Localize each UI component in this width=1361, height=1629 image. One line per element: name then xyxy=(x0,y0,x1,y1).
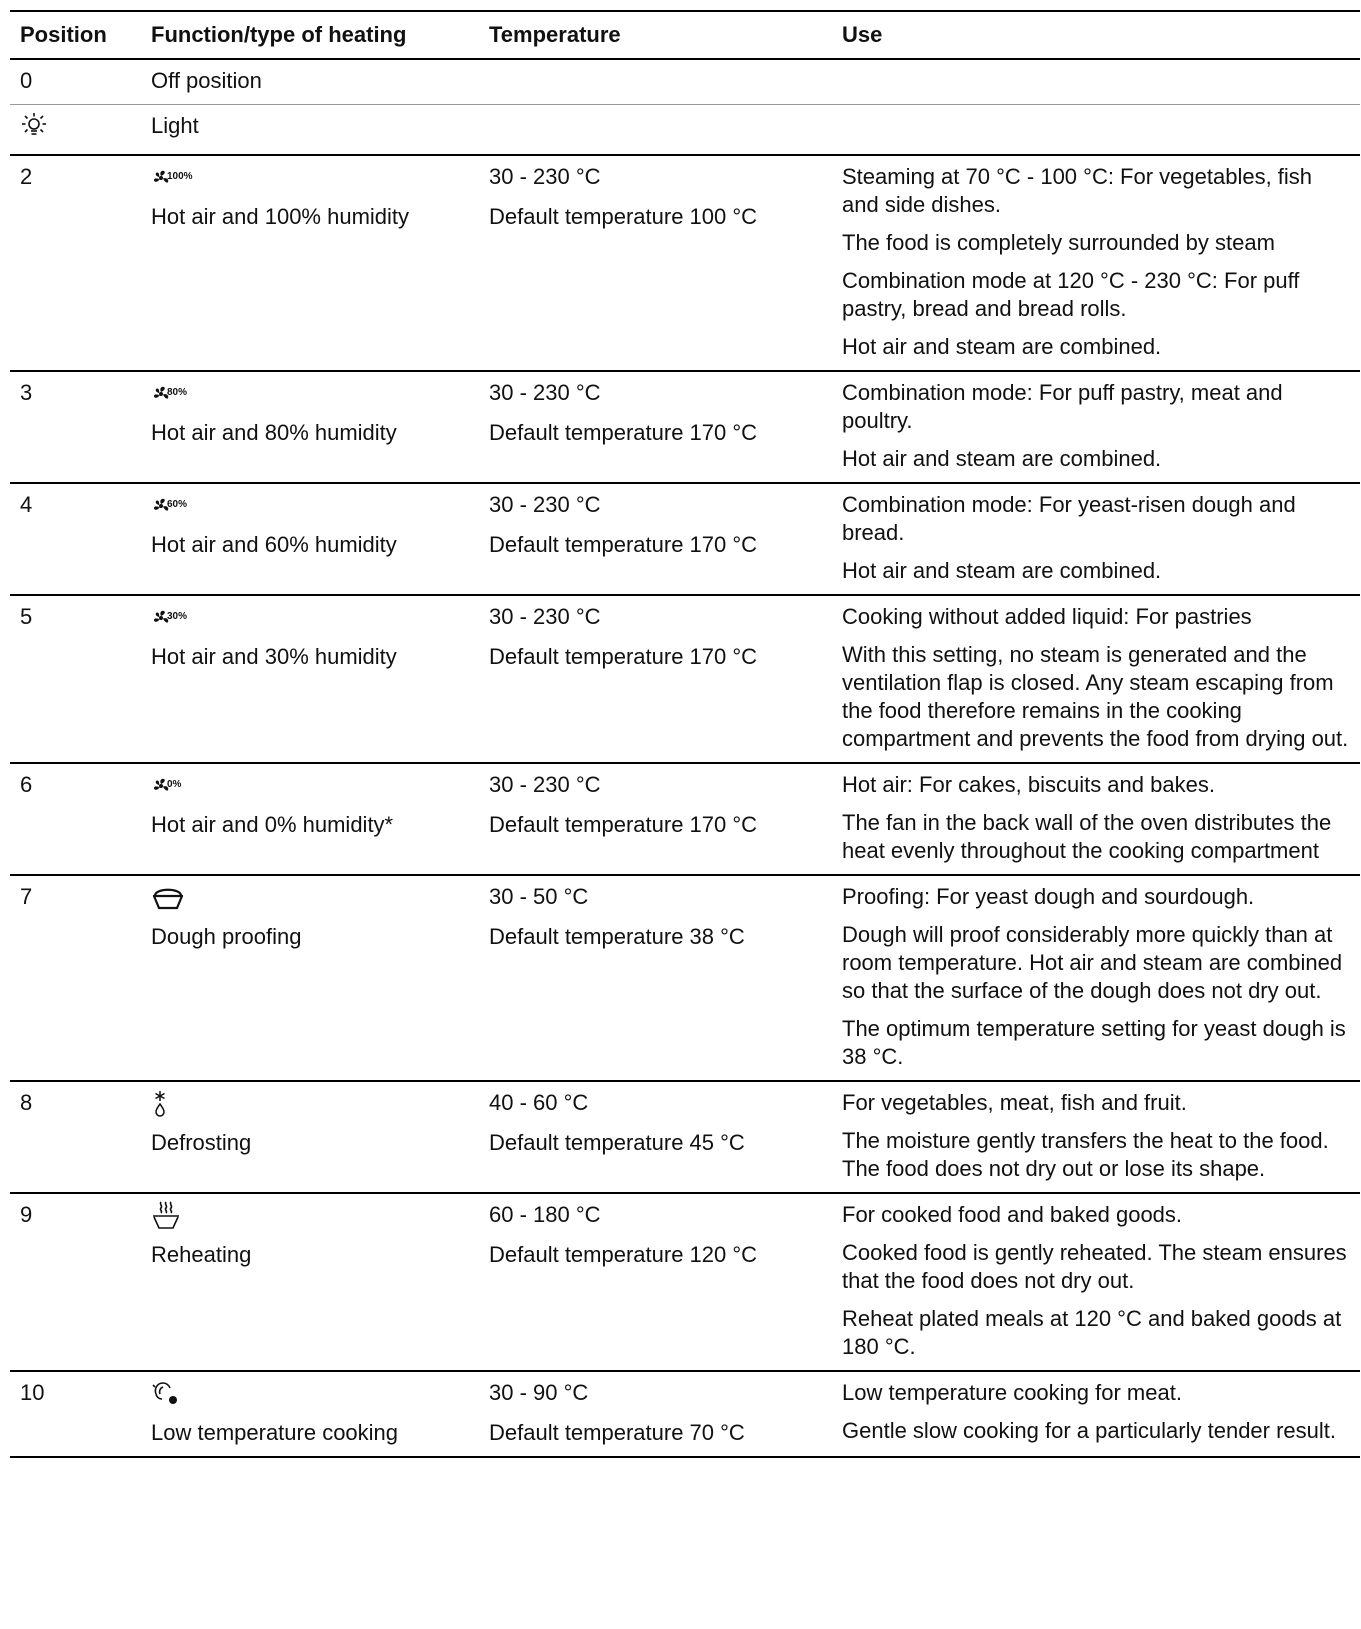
position-value: 6 xyxy=(20,772,33,797)
header-use: Use xyxy=(832,11,1360,59)
default-temperature: Default temperature 70 °C xyxy=(489,1420,745,1445)
function-label: Dough proofing xyxy=(151,924,302,949)
use-paragraph: Hot air and steam are combined. xyxy=(842,446,1162,471)
function-cell xyxy=(141,875,479,1081)
function-cell xyxy=(141,1193,479,1371)
function-cell xyxy=(141,155,479,371)
use-paragraph: Combination mode: For yeast-risen dough and bread. xyxy=(842,492,1296,545)
position-cell xyxy=(10,595,141,763)
function-cell xyxy=(141,105,479,156)
function-cell xyxy=(141,1371,479,1457)
default-temperature: Default temperature 170 °C xyxy=(489,420,758,445)
use-cell xyxy=(832,595,1360,763)
temperature-cell xyxy=(479,483,832,595)
fan-100-percent-icon xyxy=(151,163,471,191)
position-value: 7 xyxy=(20,884,33,909)
fan-80-percent-icon xyxy=(151,379,471,407)
function-label: Reheating xyxy=(151,1242,252,1267)
table-row xyxy=(10,105,1360,156)
use-cell xyxy=(832,875,1360,1081)
default-temperature: Default temperature 120 °C xyxy=(489,1242,758,1267)
table-row xyxy=(10,595,1360,763)
function-label: Hot air and 60% humidity xyxy=(151,532,397,557)
function-cell xyxy=(141,595,479,763)
temperature-cell xyxy=(479,763,832,875)
temperature-cell xyxy=(479,1081,832,1193)
table-row xyxy=(10,483,1360,595)
position-cell xyxy=(10,1371,141,1457)
function-label: Hot air and 80% humidity xyxy=(151,420,397,445)
use-paragraph: The food is completely surrounded by steam xyxy=(842,230,1275,255)
header-temperature: Temperature xyxy=(479,11,832,59)
position-cell xyxy=(10,1081,141,1193)
default-temperature: Default temperature 170 °C xyxy=(489,532,758,557)
use-paragraph: The fan in the back wall of the oven distributes the heat evenly throughout the cooking compartment xyxy=(842,810,1332,863)
function-cell xyxy=(141,371,479,483)
position-value: 3 xyxy=(20,380,33,405)
position-value: 8 xyxy=(20,1090,33,1115)
position-cell xyxy=(10,155,141,371)
table-row xyxy=(10,875,1360,1081)
temperature-cell xyxy=(479,595,832,763)
table-body xyxy=(10,59,1360,1457)
temperature-range: 30 - 50 °C xyxy=(489,884,589,909)
heating-functions-table xyxy=(10,10,1360,1458)
function-label: Low temperature cooking xyxy=(151,1420,399,1445)
position-cell xyxy=(10,371,141,483)
header-function: Function/type of heating xyxy=(141,11,479,59)
defrost-icon xyxy=(151,1089,471,1117)
light-icon xyxy=(20,118,48,143)
use-paragraph: Low temperature cooking for meat. xyxy=(842,1380,1182,1405)
table-row xyxy=(10,1081,1360,1193)
table-row xyxy=(10,1193,1360,1371)
function-label: Light xyxy=(151,113,199,138)
fan-humidity-label: 100% xyxy=(167,171,193,182)
temperature-cell xyxy=(479,105,832,156)
default-temperature: Default temperature 45 °C xyxy=(489,1130,745,1155)
temperature-range: 30 - 230 °C xyxy=(489,492,601,517)
use-paragraph: Dough will proof considerably more quickly than at room temperature. Hot air and steam are combined so that the surface of the dough does not dry out. xyxy=(842,922,1343,1003)
table-row xyxy=(10,59,1360,105)
low-temp-icon xyxy=(151,1379,471,1407)
use-cell xyxy=(832,371,1360,483)
position-value: 10 xyxy=(20,1380,45,1405)
default-temperature: Default temperature 100 °C xyxy=(489,204,758,229)
use-paragraph: Gentle slow cooking for a particularly tender result. xyxy=(842,1418,1337,1443)
default-temperature: Default temperature 170 °C xyxy=(489,644,758,669)
use-cell xyxy=(832,763,1360,875)
temperature-range: 40 - 60 °C xyxy=(489,1090,589,1115)
function-cell xyxy=(141,763,479,875)
use-paragraph: Hot air and steam are combined. xyxy=(842,334,1162,359)
use-paragraph: Hot air: For cakes, biscuits and bakes. xyxy=(842,772,1215,797)
fan-humidity-label: 60% xyxy=(167,499,188,510)
function-cell xyxy=(141,59,479,105)
function-label: Hot air and 100% humidity xyxy=(151,204,410,229)
position-cell xyxy=(10,483,141,595)
header-position: Position xyxy=(10,11,141,59)
table-header xyxy=(10,11,1360,59)
function-cell xyxy=(141,1081,479,1193)
temperature-cell xyxy=(479,1193,832,1371)
use-paragraph: For cooked food and baked goods. xyxy=(842,1202,1183,1227)
use-paragraph: For vegetables, meat, fish and fruit. xyxy=(842,1090,1187,1115)
use-cell xyxy=(832,1081,1360,1193)
fan-60-percent-icon xyxy=(151,491,471,519)
temperature-cell xyxy=(479,59,832,105)
use-paragraph: Steaming at 70 °C - 100 °C: For vegetables, fish and side dishes. xyxy=(842,164,1313,217)
temperature-cell xyxy=(479,875,832,1081)
default-temperature: Default temperature 38 °C xyxy=(489,924,745,949)
position-value: 0 xyxy=(20,68,33,93)
use-paragraph: With this setting, no steam is generated and the ventilation flap is closed. Any steam escaping from the food therefore remains in the cooking compartment and prevents the food from drying out. xyxy=(842,642,1349,751)
function-label: Hot air and 30% humidity xyxy=(151,644,397,669)
function-label: Off position xyxy=(151,68,262,93)
temperature-range: 30 - 230 °C xyxy=(489,164,601,189)
fan-humidity-label: 30% xyxy=(167,611,188,622)
table-row xyxy=(10,763,1360,875)
position-cell xyxy=(10,763,141,875)
use-cell xyxy=(832,1371,1360,1457)
default-temperature: Default temperature 170 °C xyxy=(489,812,758,837)
position-value: 2 xyxy=(20,164,33,189)
table-row xyxy=(10,371,1360,483)
temperature-range: 60 - 180 °C xyxy=(489,1202,601,1227)
position-cell xyxy=(10,105,141,156)
position-value: 9 xyxy=(20,1202,33,1227)
use-paragraph: Proofing: For yeast dough and sourdough. xyxy=(842,884,1255,909)
position-value: 4 xyxy=(20,492,33,517)
use-paragraph: Hot air and steam are combined. xyxy=(842,558,1162,583)
temperature-range: 30 - 230 °C xyxy=(489,604,601,629)
header-row xyxy=(10,11,1360,59)
position-cell xyxy=(10,875,141,1081)
temperature-range: 30 - 230 °C xyxy=(489,772,601,797)
use-paragraph: The moisture gently transfers the heat to the food. The food does not dry out or lose its shape. xyxy=(842,1128,1329,1181)
position-cell xyxy=(10,59,141,105)
fan-30-percent-icon xyxy=(151,603,471,631)
function-cell xyxy=(141,483,479,595)
fan-0-percent-icon xyxy=(151,771,471,799)
temperature-cell xyxy=(479,155,832,371)
function-label: Defrosting xyxy=(151,1130,252,1155)
temperature-cell xyxy=(479,371,832,483)
dough-bowl-icon xyxy=(151,883,471,911)
table-row xyxy=(10,1371,1360,1457)
use-paragraph: Combination mode: For puff pastry, meat and poultry. xyxy=(842,380,1283,433)
use-paragraph: The optimum temperature setting for yeast dough is 38 °C. xyxy=(842,1016,1346,1069)
fan-humidity-label: 80% xyxy=(167,387,188,398)
use-paragraph: Reheat plated meals at 120 °C and baked goods at 180 °C. xyxy=(842,1306,1342,1359)
use-cell xyxy=(832,1193,1360,1371)
temperature-range: 30 - 90 °C xyxy=(489,1380,589,1405)
use-cell xyxy=(832,155,1360,371)
use-paragraph: Combination mode at 120 °C - 230 °C: For puff pastry, bread and bread rolls. xyxy=(842,268,1300,321)
use-paragraph: Cooking without added liquid: For pastries xyxy=(842,604,1252,629)
fan-humidity-label: 0% xyxy=(167,779,182,790)
use-cell xyxy=(832,483,1360,595)
function-label: Hot air and 0% humidity* xyxy=(151,812,394,837)
reheat-bowl-icon xyxy=(151,1201,471,1229)
position-value: 5 xyxy=(20,604,33,629)
table-row xyxy=(10,155,1360,371)
use-paragraph: Cooked food is gently reheated. The steam ensures that the food does not dry out. xyxy=(842,1240,1347,1293)
position-cell xyxy=(10,1193,141,1371)
temperature-cell xyxy=(479,1371,832,1457)
use-cell xyxy=(832,59,1360,105)
use-cell xyxy=(832,105,1360,156)
temperature-range: 30 - 230 °C xyxy=(489,380,601,405)
